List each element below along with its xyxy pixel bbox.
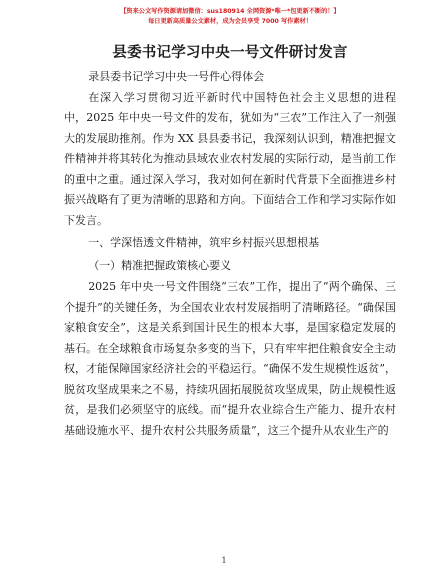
document-subtitle: 录县委书记学习中央一号件心得体会 <box>88 70 265 83</box>
body-paragraph-1: 2025 年中央一号文件围绕“三农”工作，提出了“两个确保、三个提升”的关键任务，为全国农业农村发展指明了清晰路径。“确保国家粮食安全”，这是关系到国计民生的根本大事，是国家稳定发展的基石。在全球粮食市场复杂多变的当下，只有牢牢把住粮食安全主动权，才能保障国家经济社会的平稳运行。“确保不发生规模性返贫”，脱贫攻坚成果来之不易，持续巩固拓展脱贫攻坚成果，防止规模性返贫，是我们必须坚守的底线。而“提升农业综合生产能力、提升农村基础设施水平、提升农村公共服务质量”，这三个提升从农业生产的 <box>64 280 396 437</box>
document-title: 县委书记学习中央一号文件研讨发言 <box>112 45 348 61</box>
promo-banner-line-2: 每日更新高质量公文素材，成为会员享受 7000 写作素材！ <box>148 18 312 25</box>
page-number: 1 <box>221 556 227 565</box>
section-heading-1: 一、学深悟透文件精神，筑牢乡村振兴思想根基 <box>88 236 320 249</box>
promo-banner-line-1: 【资来公文写作资源请加微信：sus180914 全网资源*唯一*包更新不断的！】 <box>120 8 340 15</box>
intro-paragraph: 在深入学习贯彻习近平新时代中国特色社会主义思想的进程中，2025 年中央一号文件的发布，犹如为“三农”工作注入了一剂强大的发展助推剂。作为 XX 县县委书记，我深刻认识到，精准把握文件精神并将其转化为推动县域农业农村发展的实际行动，是当前工作的重中之重。通过深入学习，我对如何在新时代背景下全面推进乡村振兴战略有了更为清晰的思路和方向。下面结合工作和学习实际作如下发言。 <box>64 90 396 227</box>
promo-banner <box>64 0 396 27</box>
subsection-heading-1: （一）精准把握政策核心要义 <box>88 258 232 272</box>
